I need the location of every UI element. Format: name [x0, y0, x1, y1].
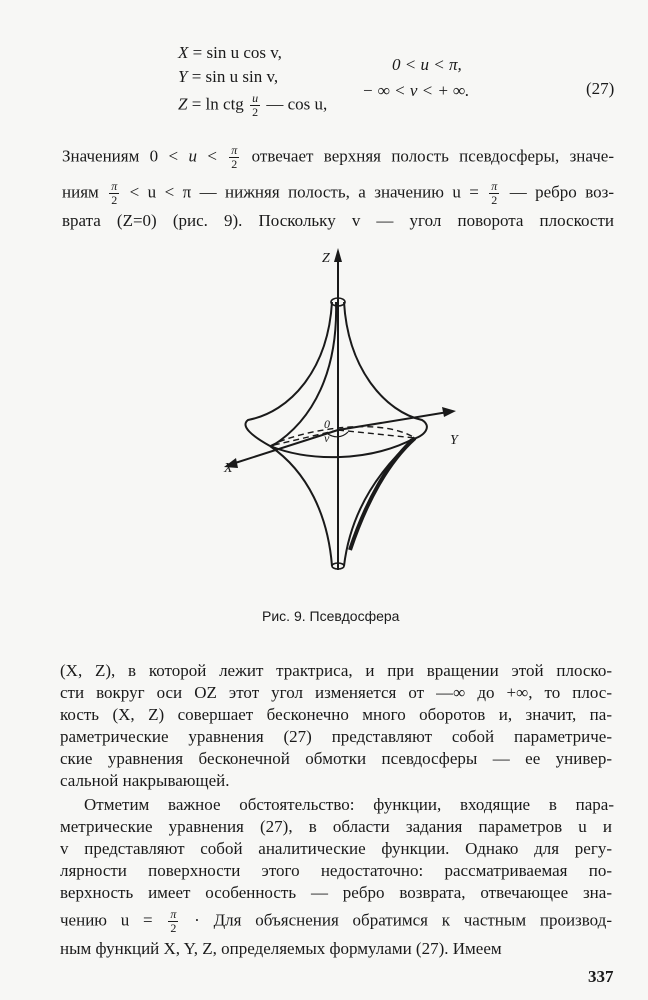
eq-z-frac-num: u	[252, 91, 259, 105]
p3-l2: метрические уравнения (27), в области задания параметров u и	[60, 817, 612, 836]
p1-l3: врата (Z=0) (рис. 9). Поскольку v — угол поворота плоскости	[62, 211, 614, 230]
p1-l1-num: π	[231, 143, 238, 157]
p3-l3: v представляют собой аналитические функции. Однако для регу-	[60, 839, 612, 858]
para3-line-3	[60, 838, 612, 860]
condition-v: − ∞ < v < + ∞.	[362, 81, 470, 100]
eq-z-frac-den: 2	[252, 105, 259, 119]
para3-line-4	[60, 860, 612, 882]
p1-l2-a: ниям	[62, 182, 99, 202]
para2-line-6	[60, 770, 612, 792]
condition-u: 0 < u < π,	[392, 55, 462, 74]
para1-line-3	[62, 210, 614, 232]
para2-line-1	[60, 660, 612, 682]
pseudosphere-figure	[210, 240, 470, 580]
para2-line-4	[60, 726, 612, 748]
para1-line-1	[62, 144, 614, 171]
para3-line-6	[60, 908, 612, 935]
p1-l2-num: π	[111, 179, 118, 193]
para1-line-2	[62, 180, 614, 207]
p1-l1-fraction	[229, 144, 239, 171]
z-axis-arrow	[334, 248, 342, 262]
p1-l2-c: — ребро воз-	[509, 182, 615, 202]
p3-l6-den: 2	[170, 921, 177, 935]
para2-line-2	[60, 682, 612, 704]
rim-front	[270, 438, 415, 457]
y-axis	[338, 412, 448, 430]
p2-l2: сти вокруг оси OZ этот угол изменяется от —∞ до +∞, то плос-	[60, 683, 612, 702]
para3-line-7	[60, 938, 612, 960]
p2-l6: сальной накрывающей.	[60, 771, 230, 790]
radius-y	[338, 430, 415, 438]
p1-l2-num2: π	[491, 179, 498, 193]
eq-z-rhs-pre: = ln ctg	[191, 94, 244, 114]
p1-l2-b: < u < π — нижняя полость, а значению u =	[129, 182, 479, 202]
p1-l1-lt: <	[207, 146, 217, 166]
figure-caption: Рис. 9. Псевдосфера	[262, 608, 400, 624]
p1-l1-b: отвечает верхняя полость псевдосферы, значе-	[251, 146, 615, 166]
label-angle: v	[324, 431, 330, 445]
para3-line-2	[60, 816, 612, 838]
label-z: Z	[322, 251, 330, 266]
p3-l6-a: чению u =	[60, 910, 153, 930]
p1-l1-a: Значениям 0 <	[62, 146, 179, 166]
p3-l6-num: π	[170, 907, 177, 921]
label-origin: 0	[324, 417, 330, 431]
label-y: Y	[450, 433, 458, 448]
p1-l2-den2: 2	[491, 193, 498, 207]
eq-y-lhs: Y	[178, 67, 188, 86]
p1-l2-den: 2	[111, 193, 118, 207]
p2-l5: ские уравнения бесконечной обмотки псевдосферы — ее универ-	[60, 749, 612, 768]
equation-z	[178, 92, 327, 119]
equation-y	[178, 66, 278, 88]
p1-l1-u: u	[188, 146, 197, 166]
label-x: X	[224, 461, 233, 476]
eq-x-rhs: = sin u cos v,	[192, 43, 282, 62]
eq-z-fraction	[250, 92, 260, 119]
y-axis-arrow	[442, 407, 456, 417]
p1-l1-den: 2	[231, 157, 238, 171]
p3-l1: Отметим важное обстоятельство: функции, входящие в пара-	[84, 795, 614, 814]
p3-l7: ным функций X, Y, Z, определяемых формулами (27). Имеем	[60, 939, 502, 958]
p2-l4: раметрические уравнения (27) представляют собой параметриче-	[60, 727, 612, 746]
equation-x	[178, 42, 282, 64]
p3-l6-b: · Для объяснения обратимся к частным производ-	[194, 910, 612, 930]
p1-l2-fraction-2	[489, 180, 499, 207]
para2-line-5	[60, 748, 612, 770]
eq-z-rhs-post: — cos u,	[266, 94, 328, 114]
p1-l2-fraction	[109, 180, 119, 207]
p3-l6-fraction	[168, 908, 178, 935]
eq-x-lhs: X	[178, 43, 189, 62]
p2-l1: (X, Z), в которой лежит трактриса, и при вращении этой плоско-	[60, 661, 612, 680]
page-number: 337	[588, 967, 614, 986]
equation-number: (27)	[586, 79, 615, 98]
p2-l3: кость (X, Z) совершает бесконечно много оборотов и, значит, па-	[60, 705, 612, 724]
p3-l5: верхность имеет особенность — ребро возврата, отвечающее зна-	[60, 883, 612, 902]
para3-line-5	[60, 882, 612, 904]
eq-z-lhs: Z	[178, 94, 188, 114]
para2-line-3	[60, 704, 612, 726]
p3-l4: лярности поверхности этого недостаточно: рассматриваемая по-	[60, 861, 612, 880]
para3-line-1	[84, 794, 614, 816]
eq-y-rhs: = sin u sin v,	[191, 67, 279, 86]
